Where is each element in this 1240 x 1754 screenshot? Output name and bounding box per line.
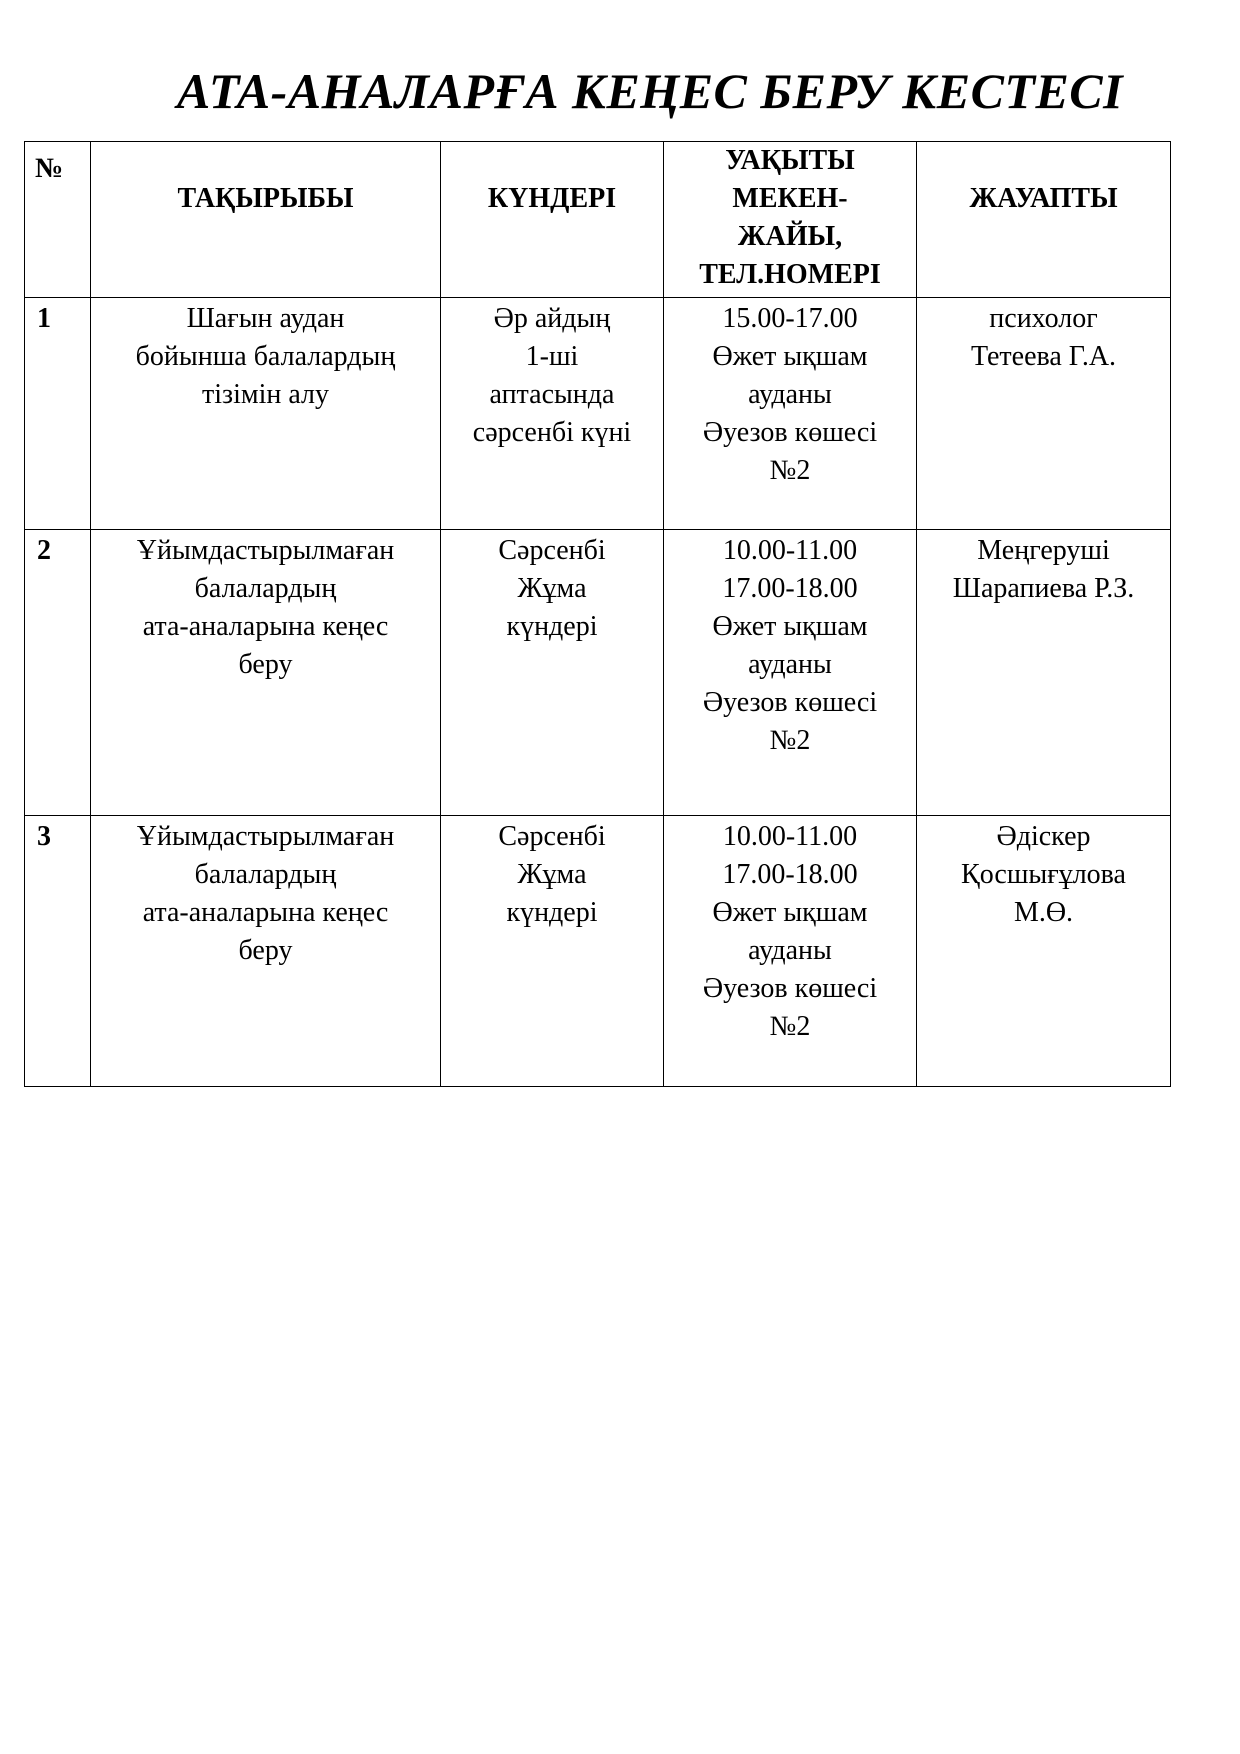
row-responsible [917, 816, 1171, 1087]
header-responsible: ЖАУАПТЫ [917, 142, 1171, 298]
row-days [441, 298, 664, 530]
text-line: №2 [769, 455, 811, 486]
text-line: ауданы [748, 649, 832, 680]
row-number: 2 [25, 530, 91, 816]
text-line: Өжет ықшам [712, 897, 868, 928]
text-line: тізімін алу [202, 379, 329, 410]
header-time-address [664, 142, 917, 298]
header-topic: ТАҚЫРЫБЫ [91, 142, 441, 298]
text-line: Сәрсенбі [498, 821, 606, 852]
row-days [441, 530, 664, 816]
text-line: беру [238, 649, 293, 680]
text-line: Ұйымдастырылмаған [136, 535, 395, 566]
text-line: 10.00-11.00 [722, 821, 858, 852]
text-line: беру [238, 935, 293, 966]
text-line: ауданы [748, 935, 832, 966]
text-line: Әдіскер [996, 821, 1091, 852]
text-line: Әуезов көшесі [702, 417, 878, 448]
text-line: 15.00-17.00 [722, 303, 858, 334]
text-line: №2 [769, 725, 811, 756]
text-line: аптасында [489, 379, 615, 410]
text-line: Жұма [517, 859, 587, 890]
row-days [441, 816, 664, 1087]
row-time-address [664, 816, 917, 1087]
row-topic [91, 530, 441, 816]
text-line: 10.00-11.00 [722, 535, 858, 566]
row-number: 1 [25, 298, 91, 530]
text-line: бойынша балалардың [135, 341, 396, 372]
text-line: психолог [989, 303, 1098, 334]
text-line: 17.00-18.00 [722, 573, 858, 604]
text-line: Әуезов көшесі [702, 687, 878, 718]
text-line: сәрсенбі күні [472, 417, 632, 448]
header-time-line: ТЕЛ.НОМЕРІ [699, 259, 881, 290]
header-number: № [25, 142, 91, 298]
text-line: Жұма [517, 573, 587, 604]
row-time-address [664, 298, 917, 530]
text-line: Әр айдың [493, 303, 611, 334]
text-line: Өжет ықшам [712, 611, 868, 642]
text-line: 1-ші [525, 341, 579, 372]
text-line: Меңгеруші [977, 535, 1110, 566]
table-row [25, 816, 1171, 1087]
text-line: Шарапиева Р.З. [952, 573, 1135, 604]
header-time-line: УАҚЫТЫ [725, 145, 855, 176]
table-header-row [25, 142, 1171, 298]
text-line: ата-аналарына кеңес [142, 897, 389, 928]
consultation-schedule-table [24, 141, 1171, 1087]
row-topic [91, 298, 441, 530]
text-line: күндері [506, 897, 598, 928]
text-line: Әуезов көшесі [702, 973, 878, 1004]
row-topic [91, 816, 441, 1087]
text-line: күндері [506, 611, 598, 642]
text-line: ата-аналарына кеңес [142, 611, 389, 642]
header-time-line: ЖАЙЫ, [737, 221, 843, 252]
table-row [25, 298, 1171, 530]
table-row [25, 530, 1171, 816]
row-responsible [917, 530, 1171, 816]
text-line: Шағын аудан [186, 303, 345, 334]
row-number: 3 [25, 816, 91, 1087]
header-time-line: МЕКЕН- [732, 183, 848, 214]
row-responsible [917, 298, 1171, 530]
row-time-address [664, 530, 917, 816]
text-line: Өжет ықшам [712, 341, 868, 372]
text-line: Ұйымдастырылмаған [136, 821, 395, 852]
text-line: ауданы [748, 379, 832, 410]
text-line: Қосшығұлова [961, 859, 1126, 890]
text-line: балалардың [194, 573, 337, 604]
text-line: балалардың [194, 859, 337, 890]
page-title: АТА-АНАЛАРҒА КЕҢЕС БЕРУ КЕСТЕСІ [176, 63, 1124, 119]
text-line: №2 [769, 1011, 811, 1042]
text-line: 17.00-18.00 [722, 859, 858, 890]
text-line: М.Ө. [1013, 897, 1074, 928]
text-line: Тетеева Г.А. [970, 341, 1117, 372]
header-days: КҮНДЕРІ [441, 142, 664, 298]
text-line: Сәрсенбі [498, 535, 606, 566]
